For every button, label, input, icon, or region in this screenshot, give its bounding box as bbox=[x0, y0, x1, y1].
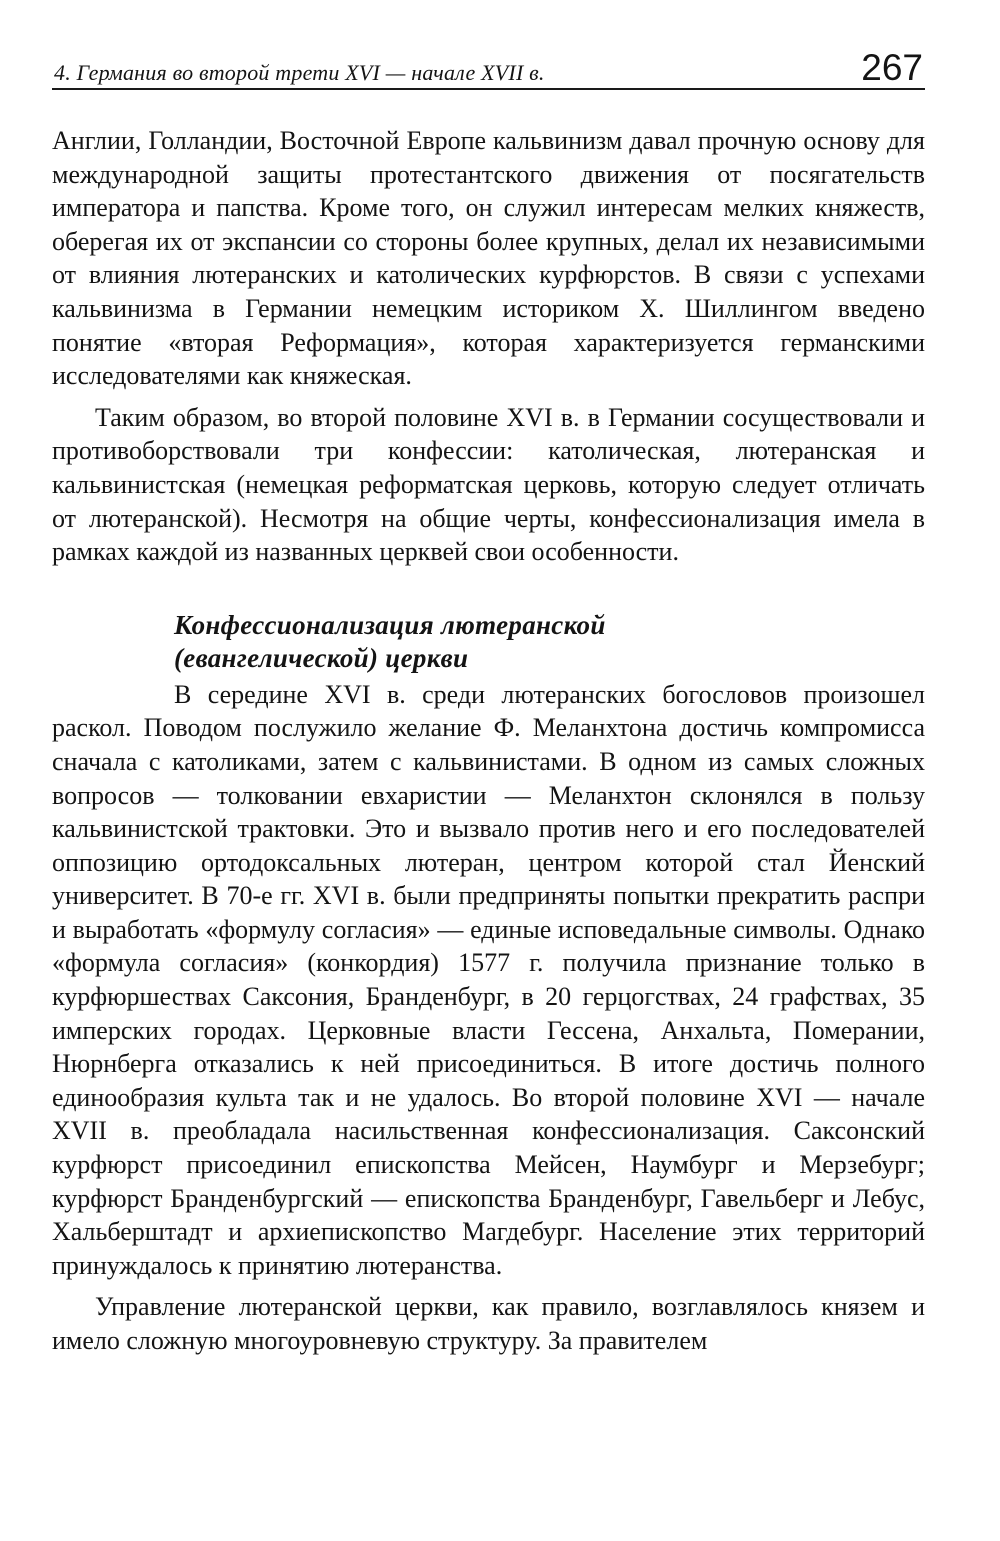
section-heading-line-2: (евангелической) церкви bbox=[174, 642, 469, 673]
paragraph-4: Управление лютеранской церкви, как правило, возглавлялось князем и имело сложную многоуровневую структуру. За правителем bbox=[52, 1292, 925, 1355]
paragraph-1: Англии, Голландии, Восточной Европе кальвинизм давал прочную основу для международной защиты протестантского движения от посягательств императора и папства. Кроме того, он служил интересам мелких княжеств, оберегая их от экспансии со стороны более крупных, делал их независимыми от влияния лютеранских и католических курфюрстов. В связи с успехами кальвинизма в Германии немецким историком Х. Шиллингом введено понятие «вторая Реформация», которая характеризуется германскими исследователями как княжеская. bbox=[52, 126, 925, 391]
paragraph-2: Таким образом, во второй половине XVI в. в Германии сосуществовали и противоборствовали три конфессии: католическая, лютеранская и кальвинистская (немецкая реформатская церковь, которую следует отличать от лютеранской). Несмотря на общие черты, конфессионализация имела в рамках каждой из названных церквей свои особенности. bbox=[52, 402, 925, 567]
section-heading bbox=[174, 609, 925, 675]
section-heading-line-1: Конфессионализация лютеранской bbox=[174, 609, 606, 640]
running-title: 4. Германия во второй трети XVI — начале XVII в. bbox=[54, 60, 545, 85]
paragraph-3: В середине XVI в. среди лютеранских богословов произошел раскол. Поводом послужило желание Ф. Меланхтона достичь компромисса сначала с католиками, затем с кальвинистами. В одном из самых сложных вопросов — толковании евхаристии — Меланхтон склонялся в пользу кальвинистской трактовки. Это и вызвало против него и его последователей оппозицию ортодоксальных лютеран, центром которой стал Йенский университет. В 70-е гг. XVI в. были предприняты попытки прекратить распри и выработать «формулу согласия» — единые исповедальные символы. Однако «формула согласия» (конкордия) 1577 г. получила признание только в курфюршествах Саксония, Бранденбург, в 20 герцогствах, 24 графствах, 35 имперских городах. Церковные власти Гессена, Анхальта, Померании, Нюрнберга отказались к ней присоединиться. В итоге достичь полного единообразия культа так и не удалось. Во второй половине XVI — начале XVII в. преобладала насильственная конфессионализация. Саксонский курфюрст присоединил епископства Мейсен, Наумбург и Мерзебург; курфюрст Бранденбургский — епископства Бранденбург, Гавельберг и Лебус, Хальберштадт и архиепископство Магдебург. Население этих территорий принуждалось к принятию лютеранства. bbox=[52, 679, 925, 1280]
running-header bbox=[52, 38, 925, 90]
body-text bbox=[52, 124, 925, 1358]
page-number: 267 bbox=[861, 47, 923, 88]
book-page bbox=[52, 38, 925, 1358]
